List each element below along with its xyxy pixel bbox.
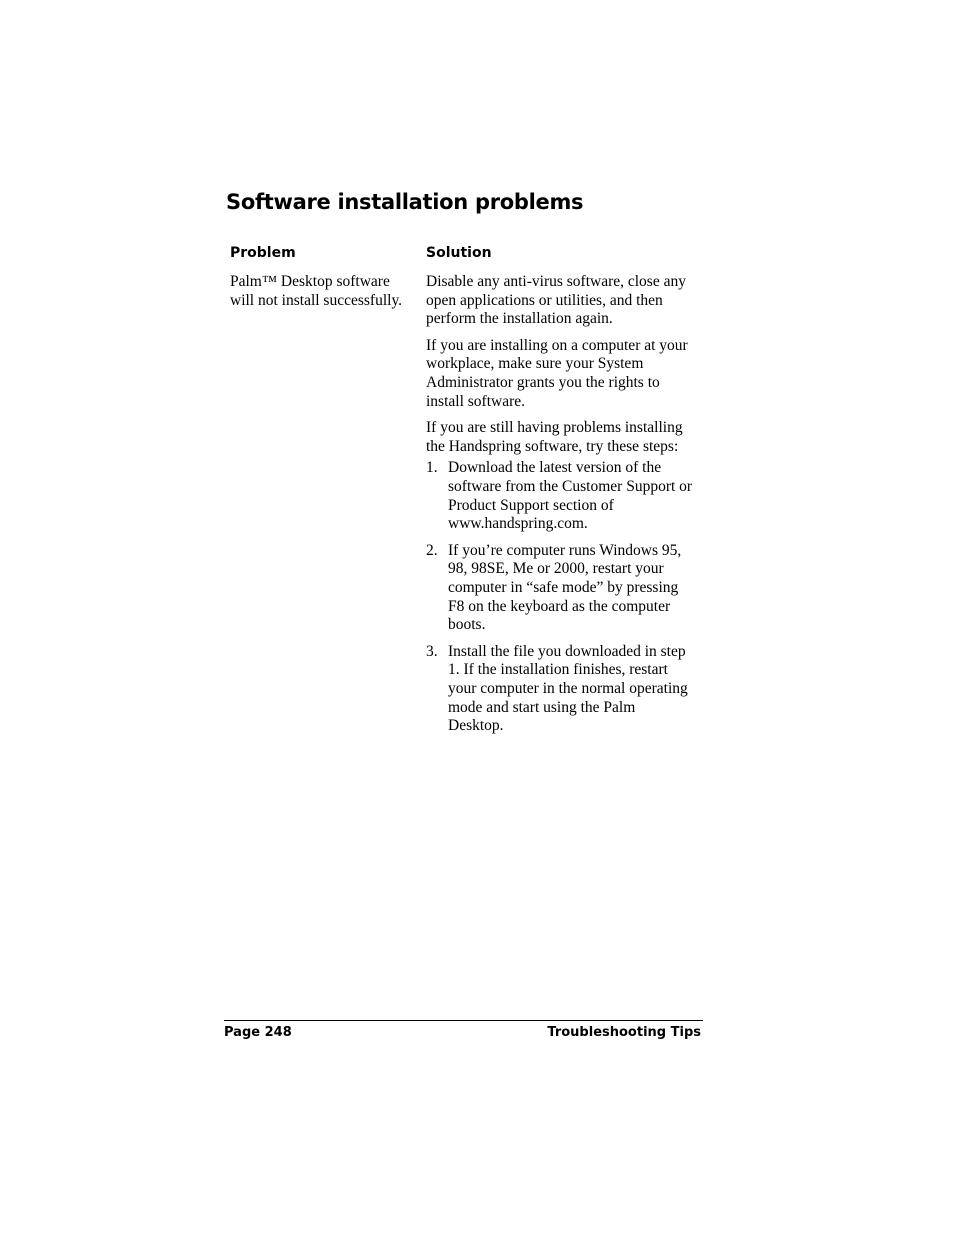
step-text: Install the file you downloaded in step 1. If the installation finishes, restart your computer in the normal operating mode and start using the Palm Desktop. [448,642,688,735]
step-item [426,459,694,534]
page-heading: Software installation problems [226,190,584,214]
step-number: 2. [426,541,438,559]
footer-section-title: Troubleshooting Tips [547,1025,701,1040]
step-text: If you’re computer runs Windows 95, 98, 98SE, Me or 2000, restart your computer in “safe mode” by pressing F8 on the keyboard as the computer boots. [448,541,682,634]
problem-column-header: Problem [230,245,296,261]
solution-paragraph: If you are still having problems installing the Handspring software, try these steps: [426,418,683,455]
solution-cell [426,273,694,744]
footer-page-number: Page 248 [224,1025,292,1040]
step-text: Download the latest version of the software from the Customer Support or Product Support section of www.handspring.com. [448,459,693,533]
step-number: 1. [426,459,438,477]
step-item [426,643,694,737]
solution-column-header: Solution [426,245,492,261]
steps-list [426,459,694,736]
step-item [426,542,694,636]
problem-description: Palm™ Desktop software will not install successfully. [230,273,403,309]
footer-divider [224,1020,703,1021]
solution-paragraph: If you are installing on a computer at your workplace, make sure your System Administrator grants you the rights to install software. [426,336,688,410]
step-number: 3. [426,642,438,660]
solution-paragraph: Disable any anti-virus software, close any open applications or utilities, and then perform the installation again. [426,273,686,328]
